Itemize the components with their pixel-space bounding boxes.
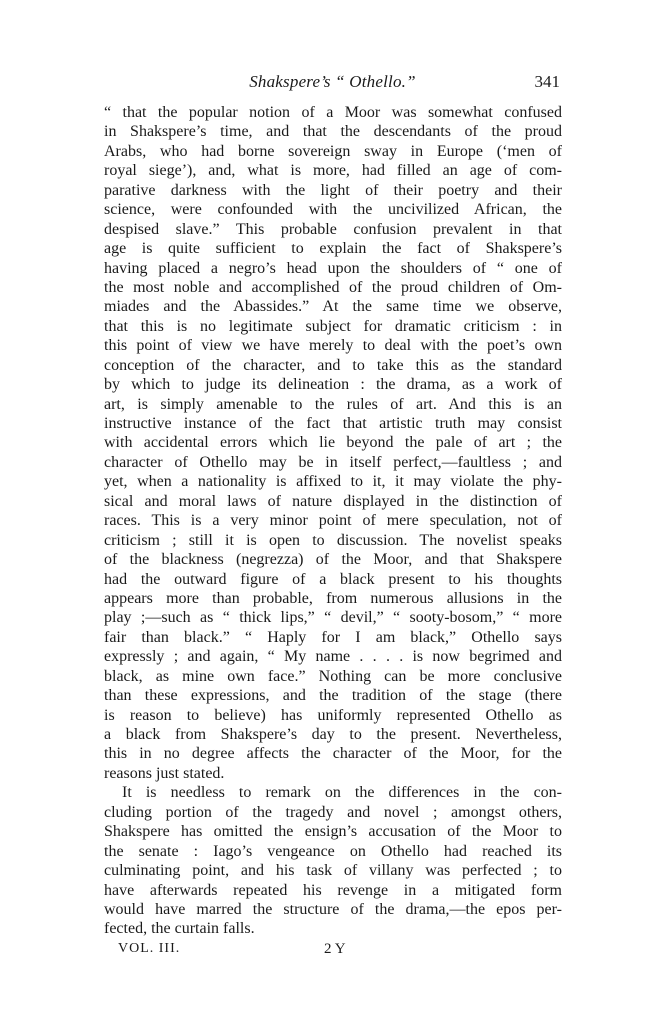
text-line: black, as mine own face.” Nothing can be more conclusive (104, 667, 562, 685)
text-line: conception of the character, and to take this as the standard (104, 356, 562, 374)
text-line: the senate : Iago’s vengeance on Othello had reached its (104, 842, 562, 860)
running-title: Shakspere’s “ Othello.” (249, 72, 416, 91)
text-line: “ that the popular notion of a Moor was somewhat confused (104, 104, 562, 121)
text-line: this in no degree affects the character of the Moor, for the (104, 745, 562, 763)
text-line: this point of view we have merely to deal with the poet’s own (104, 337, 562, 355)
text-line: is reason to believe) has uniformly represented Othello as (104, 706, 562, 724)
running-head (105, 72, 560, 96)
text-line: art, is simply amenable to the rules of art. And this is an (104, 395, 562, 413)
page-footer (118, 941, 418, 963)
text-line: the most noble and accomplished of the proud children of Om- (104, 278, 562, 296)
text-line: Arabs, who had borne sovereign sway in Europe (‘men of (104, 142, 562, 160)
signature-mark: 2 Y (324, 941, 346, 957)
text-line: in Shakspere’s time, and that the descendants of the proud (104, 123, 562, 141)
text-line: character of Othello may be in itself perfect,—faultless ; and (104, 453, 562, 471)
text-line: would have marred the structure of the drama,—the epos per- (104, 900, 562, 918)
text-line: having placed a negro’s head upon the shoulders of “ one of (104, 259, 562, 277)
text-line: science, were confounded with the uncivilized African, the (104, 201, 562, 219)
page-number: 341 (534, 72, 560, 91)
text-line: parative darkness with the light of their poetry and their (104, 181, 562, 199)
text-line: with accidental errors which lie beyond the pale of art ; the (104, 434, 562, 452)
volume-label: VOL. III. (118, 941, 181, 956)
text-line: appears more than probable, from numerous allusions in the (104, 589, 562, 607)
text-line: miades and the Abassides.” At the same time we observe, (104, 298, 562, 316)
text-line: criticism ; still it is open to discussion. The novelist speaks (104, 531, 562, 549)
text-line: It is needless to remark on the differences in the con- (122, 784, 562, 802)
text-line: that this is no legitimate subject for dramatic criticism : in (104, 317, 562, 335)
text-line: cluding portion of the tragedy and novel ; amongst others, (104, 803, 562, 821)
text-line: royal siege’), and, what is more, had filled an age of com- (104, 162, 562, 180)
text-line: expressly ; and again, “ My name . . . . is now begrimed and (104, 648, 562, 666)
text-line: instructive instance of the fact that artistic truth may consist (104, 415, 562, 432)
text-line: culminating point, and his task of villany was perfected ; to (104, 862, 562, 880)
text-line: by which to judge its delineation : the drama, as a work of (104, 376, 562, 394)
text-line: than these expressions, and the tradition of the stage (there (104, 687, 562, 705)
text-line: yet, when a nationality is affixed to it, it may violate the phy- (104, 473, 562, 491)
text-line: fected, the curtain falls. (104, 920, 255, 938)
text-line: had the outward figure of a black present to his thoughts (104, 570, 562, 588)
text-line: Shakspere has omitted the ensign’s accusation of the Moor to (104, 823, 562, 841)
text-line: of the blackness (negrezza) of the Moor, and that Shakspere (104, 551, 562, 569)
text-line: despised slave.” This probable confusion prevalent in that (104, 220, 562, 238)
text-line: age is quite sufficient to explain the fact of Shakspere’s (104, 240, 562, 258)
text-line: have afterwards repeated his revenge in a mitigated form (104, 881, 562, 899)
text-line: sical and moral laws of nature displayed in the distinction of (104, 492, 562, 510)
text-line: reasons just stated. (104, 764, 225, 782)
text-line: races. This is a very minor point of mere speculation, not of (104, 512, 562, 530)
text-line: a black from Shakspere’s day to the present. Nevertheless, (104, 726, 562, 743)
text-line: fair than black.” “ Haply for I am black,” Othello says (104, 628, 562, 646)
text-line: play ;—such as “ thick lips,” “ devil,” “ sooty-bosom,” “ more (104, 609, 562, 627)
body-text (104, 103, 562, 939)
